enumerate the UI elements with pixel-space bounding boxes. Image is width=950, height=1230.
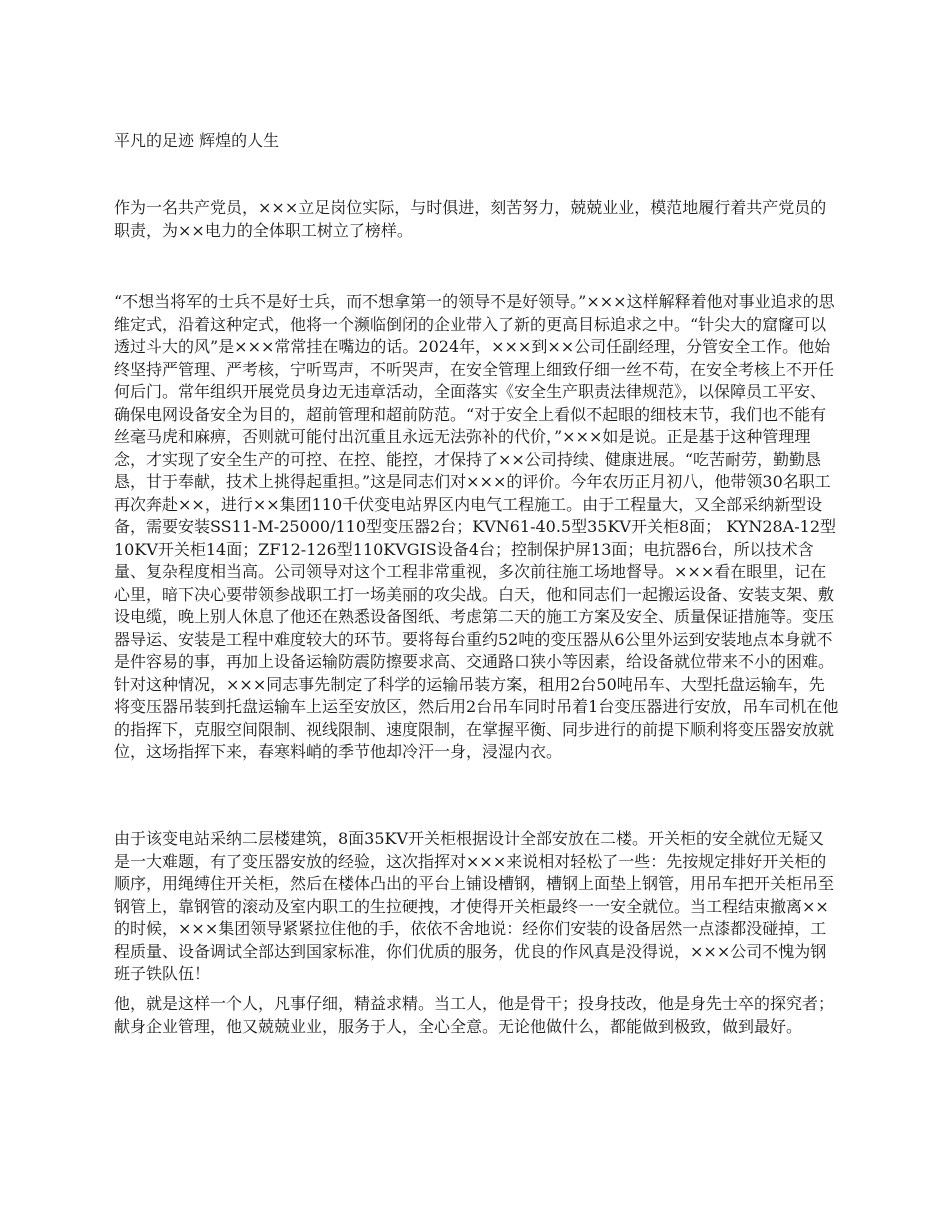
document-title: 平凡的足迹 辉煌的人生 [114,131,280,150]
body-paragraph-3: 他，就是这样一个人，凡事仔细，精益求精。当工人，他是骨干；投身技改，他是身先士卒的探究者；献身企业管理，他又兢兢业业，服务于人，全心全意。无论他做什么，都能做到极致，做到最好。 [114,994,835,1036]
intro-paragraph: 作为一名共产党员，×××立足岗位实际，与时俱进，刻苦努力，兢兢业业，模范地履行着共产党员的职责，为××电力的全体职工树立了榜样。 [114,198,827,240]
body-paragraph-2: 由于该变电站采纳二层楼建筑，8面35KV开关柜根据设计全部安放在二楼。开关柜的安全就位无疑又是一大难题，有了变压器安放的经验，这次指挥对×××来说相对轻松了一些：先按规定排好开关柜的顺序，用绳缚住开关柜，然后在楼体凸出的平台上铺设槽钢，槽钢上面垫上钢管，用吊车把开关柜吊至钢管上，靠钢管的滚动及室内职工的生拉硬拽，才使得开关柜最终一一安全就位。当工程结束撤离××的时候，×××集团领导紧紧拉住他的手，依依不舍地说：经你们安装的设备居然一点漆都没碰掉，工程质量、设备调试全部达到国家标准，你们优质的服务，优良的作风真是没得说，×××公司不愧为钢班子铁队伍！ [114,829,835,983]
body-paragraph-1: “不想当将军的士兵不是好士兵，而不想拿第一的领导不是好领导。”×××这样解释着他对事业追求的思维定式，沿着这种定式，他将一个濒临倒闭的企业带入了新的更高目标追求之中。“针尖大的窟窿可以透过斗大的风”是×××常常挂在嘴边的话。2024年，×××到××公司任副经理，分管安全工作。他始终坚持严管理、严考核，宁听骂声，不听哭声，在安全管理上细致仔细一丝不苟，在安全考核上不开任何后门。常年组织开展党员身边无违章活动，全面落实《安全生产职责法律规范》，以保障员工平安、确保电网设备安全为目的，超前管理和超前防范。“对于安全上看似不起眼的细枝末节，我们也不能有丝毫马虎和麻痹，否则就可能付出沉重且永远无法弥补的代价，”×××如是说。正是基于这种管理理念，才实现了安全生产的可控、在控、能控，才保持了××公司持续、健康进展。“吃苦耐劳，勤勤恳恳，甘于奉献，技术上挑得起重担。”这是同志们对×××的评价。今年农历正月初八，他带领30名职工再次奔赴××，进行××集团110千伏变电站界区内电气工程施工。由于工程量大，又全部采纳新型设备，需要安装SS11-M-25000/110型变压器2台；KVN61-40.5型35KV开关柜8面； KYN28A-12型10KV开关柜14面；ZF12-126型110KVGIS设备4台；控制保护屏13面；电抗器6台，所以技术含量、复杂程度相当高。公司领导对这个工程非常重视，多次前往施工场地督导。×××看在眼里，记在心里，暗下决心要带领参战职工打一场美丽的攻尖战。白天，他和同志们一起搬运设备、安装支架、敷设电缆，晚上别人休息了他还在熟悉设备图纸、考虑第二天的施工方案及安全、质量保证措施等。变压器导运、安装是工程中难度较大的环节。要将每台重约52吨的变压器从6公里外运到安装地点本身就不是件容易的事，再加上设备运输防震防擦要求高、交通路口狭小等因素，给设备就位带来不小的困难。针对这种情况，×××同志事先制定了科学的运输吊装方案，租用2台50吨吊车、大型托盘运输车，先将变压器吊装到托盘运输车上运至安放区，然后用2台吊车同时吊着1台变压器进行安放，吊车司机在他的指挥下，克服空间限制、视线限制、速度限制，在掌握平衡、同步进行的前提下顺利将变压器安放就位，这场指挥下来，春寒料峭的季节他却冷汗一身，浸湿内衣。 [114,292,839,761]
